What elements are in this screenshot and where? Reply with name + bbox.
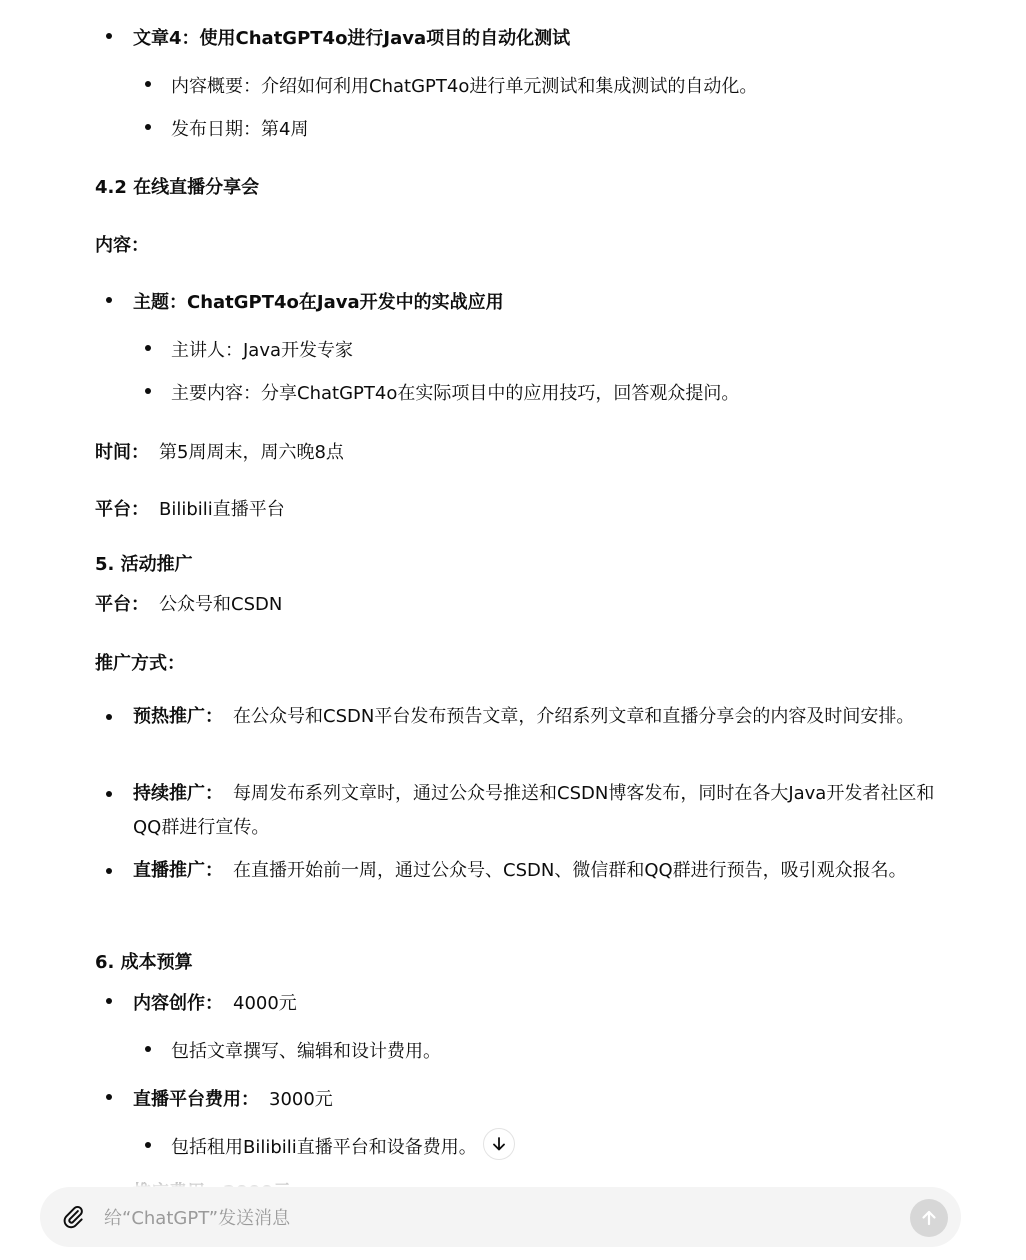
promotion-item-text: 每周发布系列文章时，通过公众号推送和CSDN博客发布，同时在各大Java开发者社区和QQ群进行宣传。 — [133, 783, 935, 838]
date-value: 第4周 — [261, 119, 309, 140]
scroll-down-button[interactable] — [483, 1128, 515, 1160]
promotion-item-label: 预热推广： — [133, 706, 223, 727]
summary-label: 内容概要： — [171, 76, 261, 97]
budget-live — [133, 1085, 333, 1111]
bullet — [106, 714, 112, 720]
promotion-item — [133, 777, 953, 845]
arrow-down-icon — [491, 1136, 507, 1152]
promotion-heading: 5. 活动推广 — [95, 554, 193, 575]
attach-button[interactable] — [60, 1204, 86, 1230]
live-speaker — [171, 336, 353, 362]
summary-text: 介绍如何利用ChatGPT4o进行单元测试和集成测试的自动化。 — [261, 76, 758, 97]
bullet — [106, 1094, 112, 1100]
live-time — [95, 438, 344, 464]
budget-live-value: 3000元 — [269, 1089, 333, 1110]
budget-content-note: 包括文章撰写、编辑和设计费用。 — [171, 1041, 441, 1062]
promotion-item-label: 持续推广： — [133, 783, 223, 804]
platform-label: 平台： — [95, 499, 149, 520]
bullet — [145, 1142, 151, 1148]
live-platform — [95, 495, 285, 521]
bullet — [145, 124, 151, 130]
article4-summary — [171, 72, 757, 98]
bullet — [106, 791, 112, 797]
bullet — [106, 33, 112, 39]
article4-date — [171, 115, 308, 141]
date-label: 发布日期： — [171, 119, 261, 140]
promotion-item-text: 在直播开始前一周，通过公众号、CSDN、微信群和QQ群进行预告，吸引观众报名。 — [233, 860, 907, 881]
live-content-label: 内容： — [95, 235, 149, 256]
time-label: 时间： — [95, 442, 149, 463]
budget-content-value: 4000元 — [233, 993, 297, 1014]
message-input[interactable] — [102, 1201, 886, 1235]
promotion-item — [133, 700, 943, 734]
promotion-item-text: 在公众号和CSDN平台发布预告文章，介绍系列文章和直播分享会的内容及时间安排。 — [233, 706, 915, 727]
message-composer — [40, 1187, 961, 1247]
promotion-platform — [95, 590, 282, 616]
bullet — [145, 388, 151, 394]
main-value: 分享ChatGPT4o在实际项目中的应用技巧，回答观众提问。 — [261, 383, 740, 404]
bullet — [145, 1046, 151, 1052]
speaker-value: Java开发专家 — [243, 340, 354, 361]
promotion-platform-label: 平台： — [95, 594, 149, 615]
budget-content — [133, 989, 297, 1015]
promotion-item — [133, 854, 933, 888]
arrow-up-icon — [920, 1209, 938, 1227]
send-button[interactable] — [910, 1199, 948, 1237]
live-topic: 主题：ChatGPT4o在Java开发中的实战应用 — [133, 292, 504, 313]
budget-heading: 6. 成本预算 — [95, 952, 193, 973]
bullet — [145, 345, 151, 351]
budget-live-note: 包括租用Bilibili直播平台和设备费用。 — [171, 1137, 477, 1158]
bullet — [145, 81, 151, 87]
speaker-label: 主讲人： — [171, 340, 243, 361]
bullet — [106, 998, 112, 1004]
bullet — [106, 868, 112, 874]
live-main — [171, 379, 739, 405]
article4-title: 文章4：使用ChatGPT4o进行Java项目的自动化测试 — [133, 28, 571, 49]
main-label: 主要内容： — [171, 383, 261, 404]
platform-value: Bilibili直播平台 — [159, 499, 285, 520]
budget-content-label: 内容创作： — [133, 993, 223, 1014]
bullet — [106, 297, 112, 303]
budget-live-label: 直播平台费用： — [133, 1089, 259, 1110]
time-value: 第5周周末，周六晚8点 — [159, 442, 344, 463]
promotion-method-label: 推广方式： — [95, 653, 185, 674]
paperclip-icon — [60, 1204, 86, 1230]
content-fade — [0, 1168, 1026, 1188]
live-heading: 4.2 在线直播分享会 — [95, 177, 260, 198]
promotion-platform-value: 公众号和CSDN — [159, 594, 283, 615]
promotion-item-label: 直播推广： — [133, 860, 223, 881]
